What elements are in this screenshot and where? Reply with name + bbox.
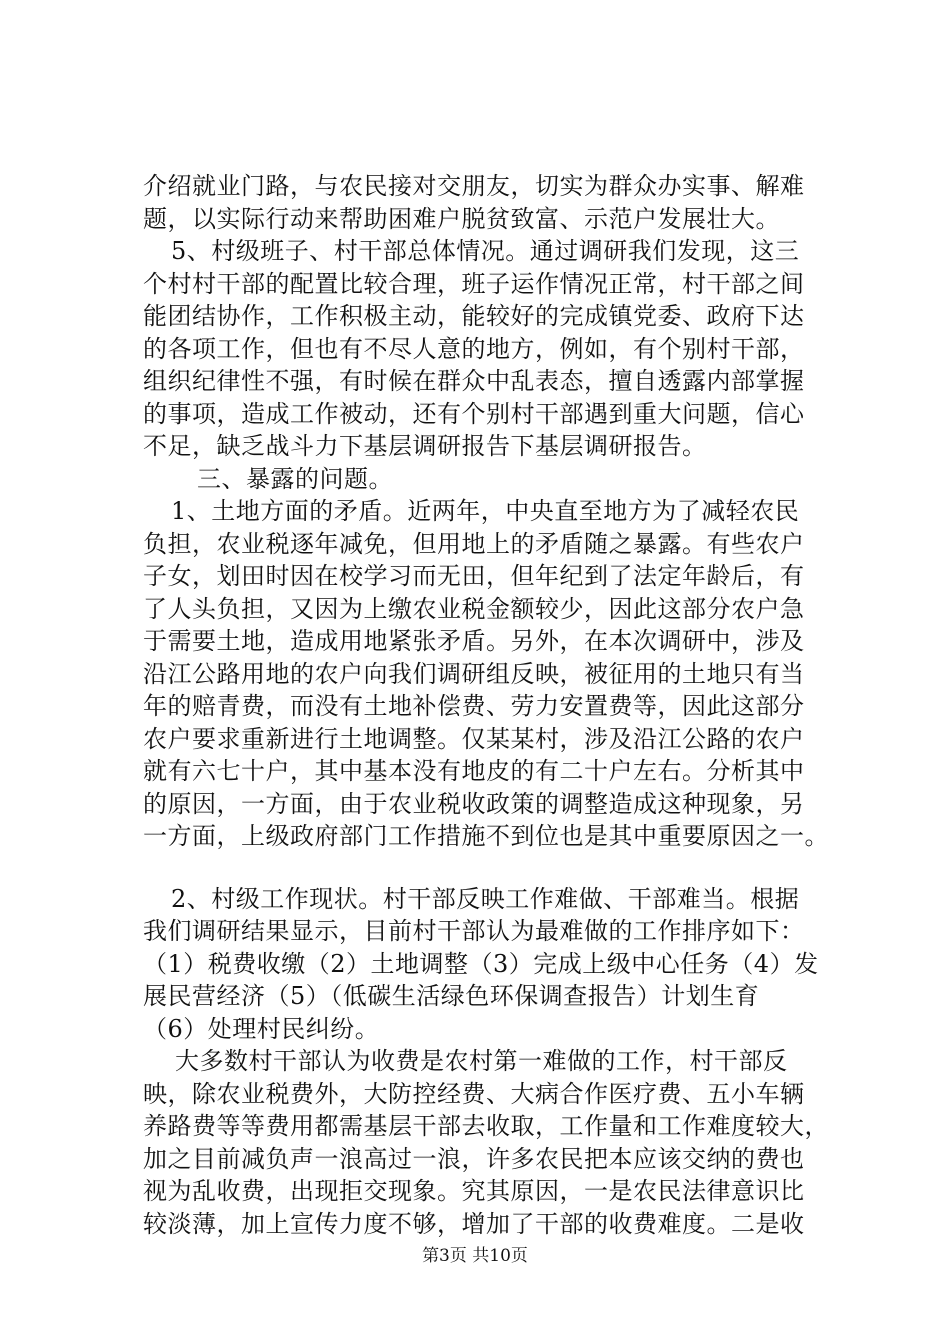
paragraph-line: 较淡薄，加上宣传力度不够，增加了干部的收费难度。二是收 <box>143 1209 805 1238</box>
paragraph-line: 加之目前减负声一浪高过一浪，许多农民把本应该交纳的费也 <box>143 1144 805 1173</box>
paragraph-line: 展民营经济（5）（低碳生活绿色环保调查报告）计划生育 <box>143 982 760 1010</box>
paragraph-gap <box>143 853 833 883</box>
paragraph-line: 子女，划田时因在校学习而无田，但年纪到了法定年龄后，有 <box>143 562 805 590</box>
paragraph-line: 大多数村干部认为收费是农村第一难做的工作，村干部反 <box>175 1047 788 1075</box>
paragraph-line: 养路费等等费用都需基层干部去收取，工作量和工作难度较大， <box>143 1112 829 1140</box>
paragraph-line: 了人头负担，又因为上缴农业税金额较少，因此这部分农户急 <box>143 594 805 623</box>
paragraph-line: 年的赔青费，而没有土地补偿费、劳力安置费等，因此这部分 <box>143 692 805 720</box>
paragraph-line: 2、村级工作现状。村干部反映工作难做、干部难当。根据 <box>171 884 800 913</box>
section-heading: 三、暴露的问题。 <box>197 464 393 493</box>
paragraph-line: 能团结协作，工作积极主动，能较好的完成镇党委、政府下达 <box>143 302 805 330</box>
paragraph-line: 视为乱收费，出现拒交现象。究其原因，一是农民法律意识比 <box>143 1177 805 1205</box>
paragraph-line: （1）税费收缴（2）土地调整（3）完成上级中心任务（4）发 <box>143 949 819 978</box>
paragraph-line: 个村村干部的配置比较合理，班子运作情况正常，村干部之间 <box>143 269 805 298</box>
paragraph-line: 沿江公路用地的农户向我们调研组反映，被征用的土地只有当 <box>143 659 805 688</box>
paragraph-line: 映，除农业税费外，大防控经费、大病合作医疗费、五小车辆 <box>143 1079 805 1108</box>
paragraph-line: 负担，农业税逐年减免，但用地上的矛盾随之暴露。有些农户 <box>143 529 805 558</box>
paragraph-line: 农户要求重新进行土地调整。仅某某村，涉及沿江公路的农户 <box>143 724 805 753</box>
paragraph-line: 的事项，造成工作被动，还有个别村干部遇到重大问题，信心 <box>143 399 805 428</box>
paragraph-line: 介绍就业门路，与农民接对交朋友，切实为群众办实事、解难 <box>143 172 805 200</box>
paragraph-line: 组织纪律性不强，有时候在群众中乱表态，擅自透露内部掌握 <box>143 367 805 395</box>
paragraph-line: 一方面，上级政府部门工作措施不到位也是其中重要原因之一。 <box>143 822 829 850</box>
paragraph-line: 题，以实际行动来帮助困难户脱贫致富、示范户发展壮大。 <box>143 204 780 233</box>
paragraph-line: 1、土地方面的矛盾。近两年，中央直至地方为了减轻农民 <box>171 497 800 525</box>
paragraph-line: 5、村级班子、村干部总体情况。通过调研我们发现，这三 <box>171 237 800 265</box>
paragraph-line: 我们调研结果显示，目前村干部认为最难做的工作排序如下： <box>143 917 805 945</box>
paragraph-line: 于需要土地，造成用地紧张矛盾。另外，在本次调研中，涉及 <box>143 627 805 655</box>
paragraph-line: 就有六七十户，其中基本没有地皮的有二十户左右。分析其中 <box>143 757 805 785</box>
paragraph-line: 不足，缺乏战斗力下基层调研报告下基层调研报告。 <box>143 432 707 460</box>
paragraph-line: （6）处理村民纠纷。 <box>143 1014 380 1043</box>
paragraph-line: 的各项工作，但也有不尽人意的地方，例如，有个别村干部， <box>143 334 805 363</box>
page-number: 第3页 共10页 <box>422 1246 528 1266</box>
body-text <box>143 170 833 1240</box>
paragraph-line: 的原因，一方面，由于农业税收政策的调整造成这种现象，另 <box>143 789 805 818</box>
